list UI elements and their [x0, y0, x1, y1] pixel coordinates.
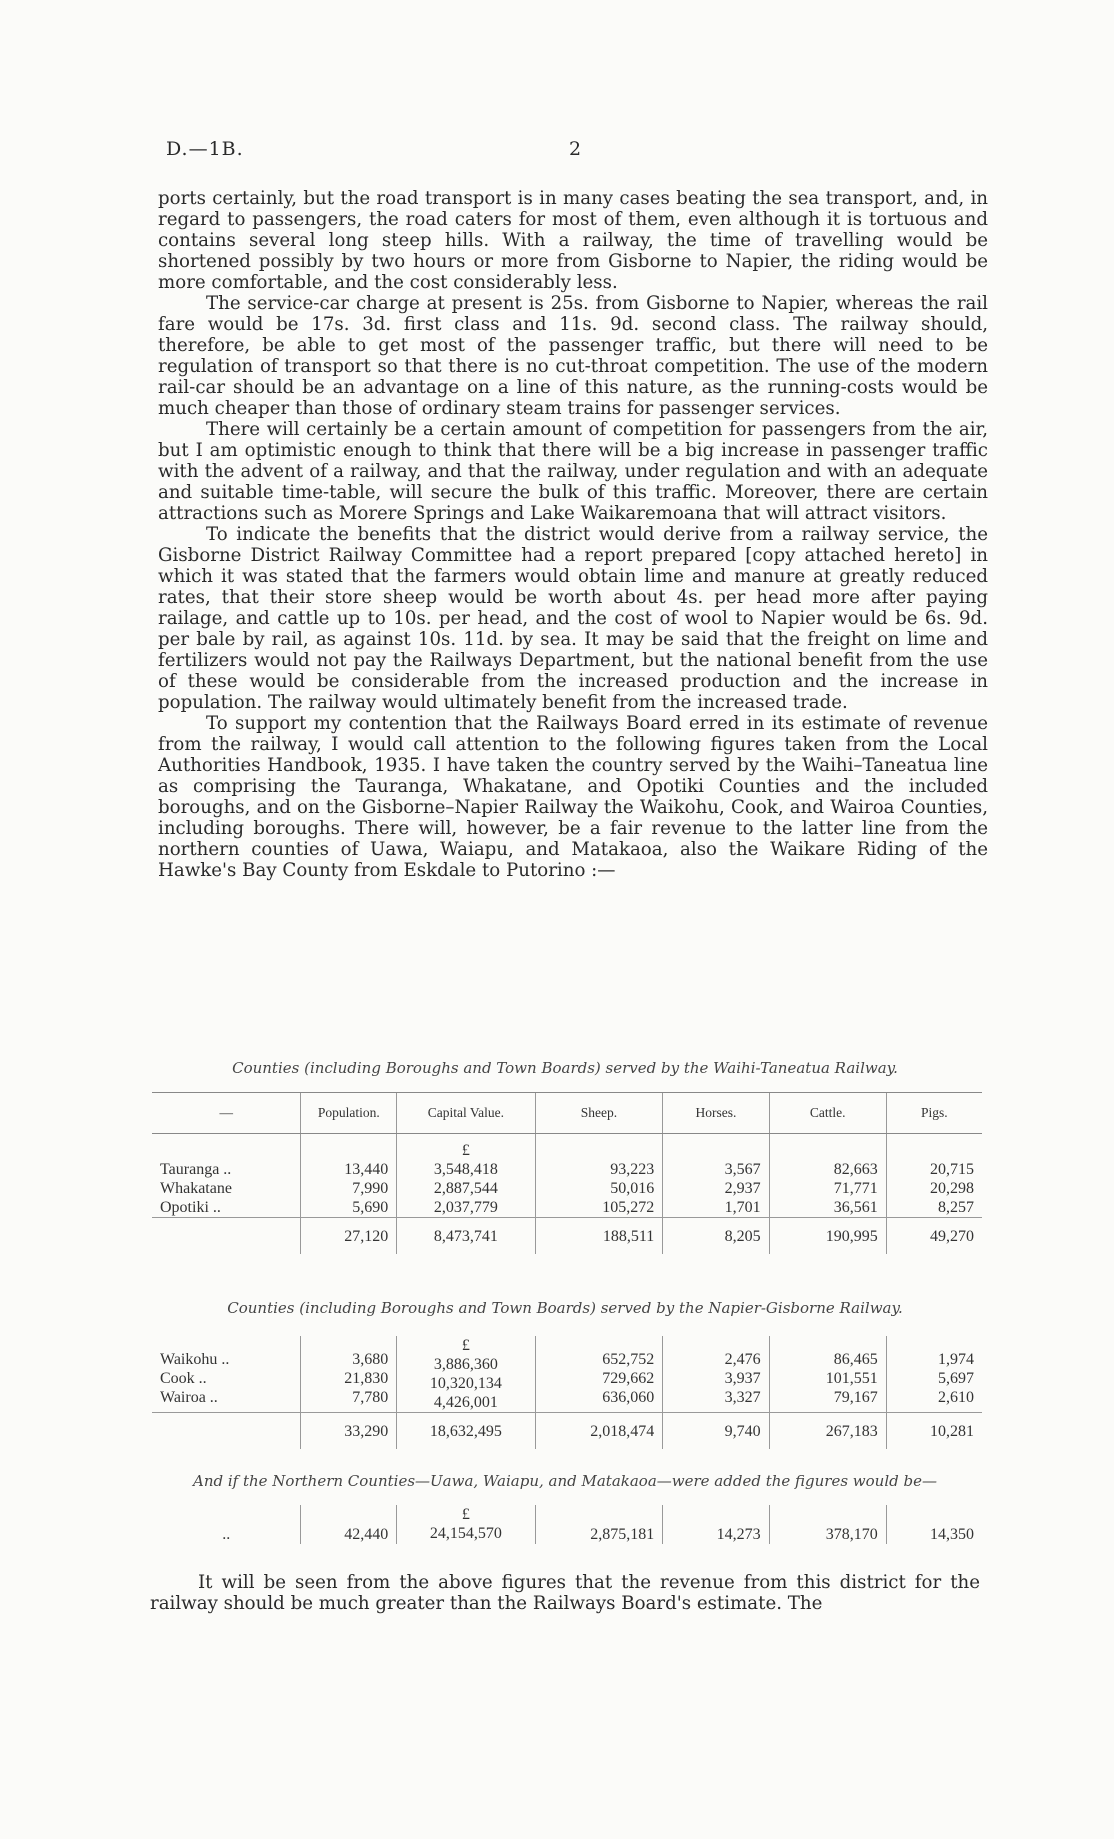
- closing-text: [150, 1572, 980, 1614]
- horses-value: 14,273: [663, 1505, 769, 1544]
- total-row: [152, 1218, 982, 1255]
- county-name: Opotiki ..: [160, 1199, 221, 1216]
- column-header: Capital Value.: [397, 1093, 535, 1134]
- population-value: 5,690: [352, 1199, 389, 1216]
- row-label: ..: [222, 1526, 231, 1543]
- capital-value: 10,320,134: [429, 1375, 502, 1392]
- total-sheep: 2,018,474: [535, 1413, 663, 1450]
- column-header: Cattle.: [769, 1093, 886, 1134]
- total-capital: 18,632,495: [397, 1413, 535, 1450]
- total-horses: 9,740: [663, 1413, 769, 1450]
- capital-value: 24,154,570: [429, 1525, 502, 1542]
- sheep-value: 729,662: [602, 1370, 655, 1387]
- cattle-value: 79,167: [833, 1389, 878, 1406]
- currency-symbol: £: [461, 1506, 470, 1523]
- total-sheep: 188,511: [535, 1218, 663, 1255]
- paragraph: To support my contention that the Railways Board erred in its estimate of revenue from the railway, I would call attention to the following figures taken from the Local Authorities Handbook, 1935. I have taken the country served by the Waihi–Taneatua line as comprising the Tauranga, Whakatane, and Opotiki Counties and the included boroughs, and on the Gisborne–Napier Railway the Waikohu, Cook, and Wairoa Counties, including boroughs. There will, however, be a fair revenue to the latter line from the northern counties of Uawa, Waiapu, and Matakaoa, also the Waikare Riding of the Hawke's Bay County from Eskdale to Putorino :—: [158, 713, 988, 881]
- total-pigs: 10,281: [886, 1413, 982, 1450]
- sheep-value: 636,060: [602, 1389, 655, 1406]
- population-value: 13,440: [344, 1161, 389, 1178]
- table3-caption: And if the Northern Counties—Uawa, Waiapu, and Matakaoa—were added the figures would be—: [192, 1472, 937, 1490]
- page-number: 2: [569, 138, 582, 160]
- horses-value: 3,327: [724, 1389, 761, 1406]
- pigs-value: 14,350: [886, 1505, 982, 1544]
- sheep-value: 105,272: [602, 1199, 655, 1216]
- total-population: 33,290: [301, 1413, 397, 1450]
- pigs-value: 20,298: [930, 1180, 974, 1197]
- total-cattle: 267,183: [769, 1413, 886, 1450]
- total-row: [152, 1413, 982, 1450]
- horses-value: 1,701: [724, 1199, 761, 1216]
- sheep-value: 93,223: [610, 1161, 655, 1178]
- column-header: Pigs.: [886, 1093, 982, 1134]
- county-name: Whakatane: [160, 1180, 232, 1197]
- paragraph: The service-car charge at present is 25s. from Gisborne to Napier, whereas the rail fare would be 17s. 3d. first class and 11s. 9d. second class. The railway should, therefore, be able to get most of the passenger traffic, but there will need to be regulation of transport so that there is no cut-throat competition. The use of the modern rail-car should be an advantage on a line of this nature, as the running-costs would be much cheaper than those of ordinary steam trains for passenger services.: [158, 293, 988, 419]
- cattle-value: 86,465: [833, 1351, 878, 1368]
- capital-value: 2,037,779: [433, 1199, 498, 1216]
- total-population: 27,120: [301, 1218, 397, 1255]
- page-header: [166, 138, 986, 162]
- pigs-value: 2,610: [938, 1389, 974, 1406]
- population-value: 7,990: [352, 1180, 389, 1197]
- capital-value: 2,887,544: [433, 1180, 498, 1197]
- currency-symbol: £: [461, 1337, 470, 1354]
- cattle-value: 71,771: [833, 1180, 878, 1197]
- table1: [152, 1092, 982, 1254]
- table-row: [152, 1505, 982, 1544]
- paragraph: There will certainly be a certain amount of competition for passengers from the air, but I am optimistic enough to think that there will be a big increase in passenger traffic with the advent of a railway, and that the railway, under regulation and with an adequate and suitable time-table, will secure the bulk of this traffic. Moreover, there are certain attractions such as Morere Springs and Lake Waikaremoana that will attract visitors.: [158, 419, 988, 524]
- horses-value: 2,937: [724, 1180, 761, 1197]
- table2: [152, 1336, 982, 1449]
- cattle-value: 101,551: [825, 1370, 878, 1387]
- capital-value: 4,426,001: [433, 1394, 498, 1411]
- total-cattle: 190,995: [769, 1218, 886, 1255]
- county-name: Wairoa ..: [160, 1389, 218, 1406]
- county-name: Cook ..: [160, 1370, 207, 1387]
- table2-caption: Counties (including Boroughs and Town Boards) served by the Napier-Gisborne Railway.: [227, 1299, 903, 1317]
- sheep-value: 652,752: [602, 1351, 655, 1368]
- pigs-value: 5,697: [938, 1370, 974, 1387]
- table-row: [152, 1134, 982, 1218]
- column-header: Population.: [301, 1093, 397, 1134]
- paragraph: ports certainly, but the road transport is in many cases beating the sea transport, and, in regard to passengers, the road caters for most of them, even although it is tortuous and contains several long steep hills. With a railway, the time of travelling would be shortened possibly by two hours or more from Gisborne to Napier, the riding would be more comfortable, and the cost considerably less.: [158, 188, 988, 293]
- horses-value: 3,567: [724, 1161, 761, 1178]
- sheep-value: 50,016: [610, 1180, 655, 1197]
- population-value: 42,440: [301, 1505, 397, 1544]
- county-name: Tauranga ..: [160, 1161, 232, 1178]
- table1-caption: Counties (including Boroughs and Town Boards) served by the Waihi-Taneatua Railway.: [232, 1059, 898, 1077]
- pigs-value: 1,974: [938, 1351, 974, 1368]
- table3: [152, 1505, 982, 1544]
- cattle-value: 378,170: [769, 1505, 886, 1544]
- column-header: —: [152, 1093, 301, 1134]
- body-text: [158, 188, 988, 881]
- horses-value: 2,476: [724, 1351, 761, 1368]
- total-horses: 8,205: [663, 1218, 769, 1255]
- county-name: Waikohu ..: [160, 1351, 230, 1368]
- pigs-value: 8,257: [938, 1199, 974, 1216]
- cattle-value: 82,663: [833, 1161, 878, 1178]
- table-row: [152, 1336, 982, 1413]
- total-capital: 8,473,741: [397, 1218, 535, 1255]
- column-header: Horses.: [663, 1093, 769, 1134]
- sheep-value: 2,875,181: [535, 1505, 663, 1544]
- paragraph: To indicate the benefits that the district would derive from a railway service, the Gisborne District Railway Committee had a report prepared [copy attached hereto] in which it was stated that the farmers would obtain lime and manure at greatly reduced rates, that their store sheep would be worth about 4s. per head more after paying railage, and cattle up to 10s. per head, and the cost of wool to Napier would be 6s. 9d. per bale by rail, as against 10s. 11d. by sea. It may be said that the freight on lime and fertilizers would not pay the Railways Department, but the national benefit from the use of these would be considerable from the increased production and the increase in population. The railway would ultimately benefit from the increased trade.: [158, 524, 988, 713]
- capital-value: 3,548,418: [433, 1161, 498, 1178]
- population-value: 7,780: [352, 1389, 389, 1406]
- horses-value: 3,937: [724, 1370, 761, 1387]
- pigs-value: 20,715: [930, 1161, 974, 1178]
- population-value: 21,830: [344, 1370, 389, 1387]
- total-pigs: 49,270: [886, 1218, 982, 1255]
- cattle-value: 36,561: [833, 1199, 878, 1216]
- currency-symbol: £: [461, 1142, 470, 1159]
- document-reference: D.—1B.: [166, 138, 244, 160]
- paragraph: It will be seen from the above figures that the revenue from this district for the railway should be much greater than the Railways Board's estimate. The: [150, 1572, 980, 1614]
- column-header: Sheep.: [535, 1093, 663, 1134]
- capital-value: 3,886,360: [433, 1356, 498, 1373]
- population-value: 3,680: [352, 1351, 389, 1368]
